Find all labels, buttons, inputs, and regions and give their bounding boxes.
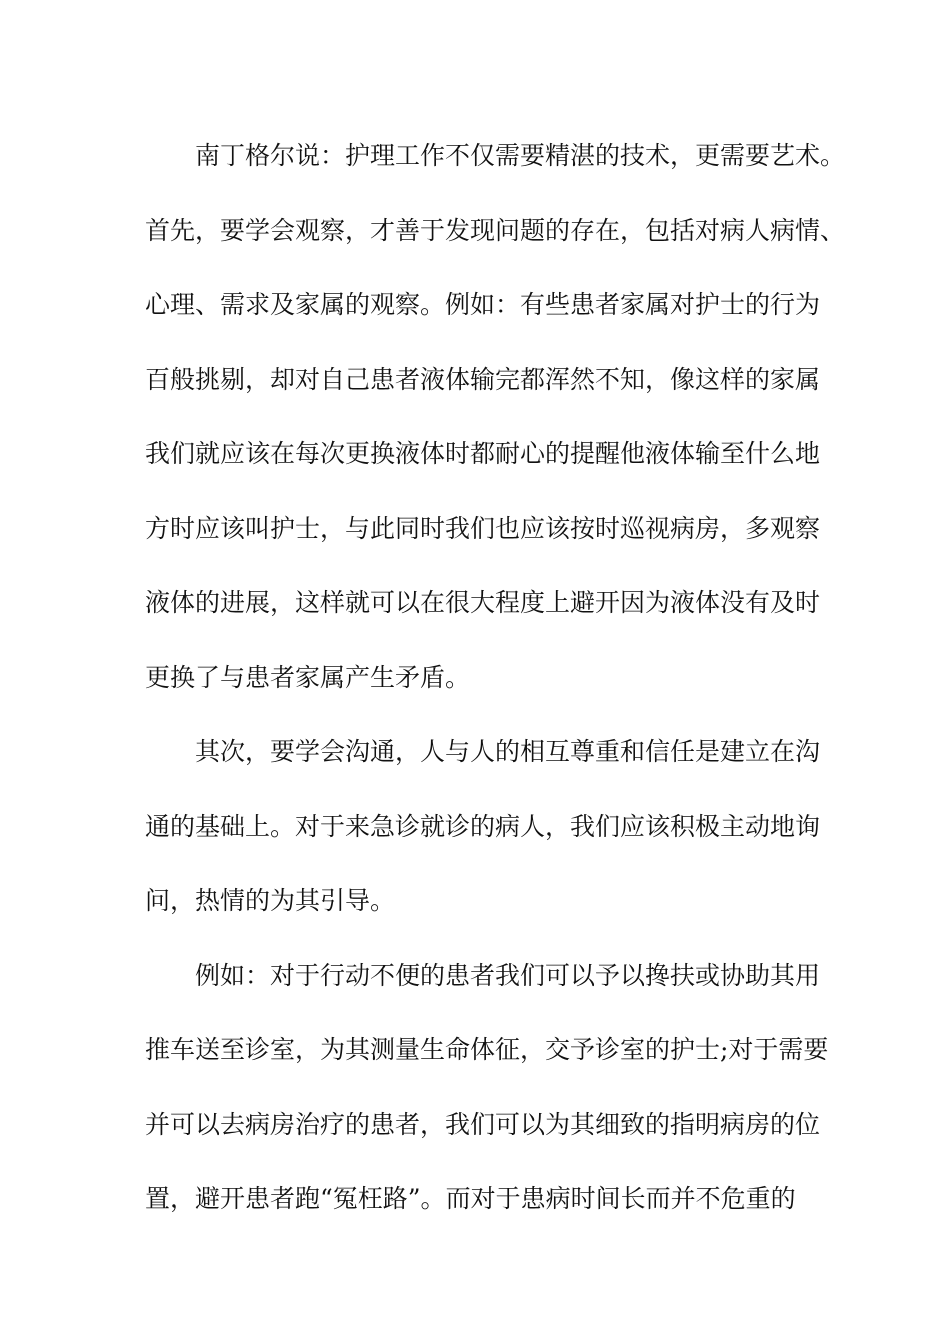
text-line: 置，避开患者跑“冤枉路”。而对于患病时间长而并不危重的 xyxy=(145,1184,796,1213)
text-line: 并可以去病房治疗的患者，我们可以为其细致的指明病房的位 xyxy=(145,1109,821,1139)
text-line: 首先，要学会观察，才善于发现问题的存在，包括对病人病情、 xyxy=(145,215,846,245)
text-line: 液体的进展，这样就可以在很大程度上避开因为液体没有及时 xyxy=(145,588,821,617)
text-line: 方时应该叫护士，与此同时我们也应该按时巡视病房，多观察 xyxy=(145,513,821,543)
text-line: 百般挑剔，却对自己患者液体输完都浑然不知，像这样的家属 xyxy=(145,364,821,394)
text-line: 推车送至诊室，为其测量生命体征，交予诊室的护士;对于需要 xyxy=(145,1035,829,1064)
text-line: 通的基础上。对于来急诊就诊的病人，我们应该积极主动地询 xyxy=(145,811,821,841)
document-body xyxy=(145,119,846,1237)
text-line: 问，热情的为其引导。 xyxy=(145,886,396,915)
text-line: 其次，要学会沟通，人与人的相互尊重和信任是建立在沟 xyxy=(195,737,821,766)
text-line: 更换了与患者家属产生矛盾。 xyxy=(145,662,471,692)
text-line: 心理、需求及家属的观察。例如：有些患者家属对护士的行为 xyxy=(145,290,821,319)
text-line: 南丁格尔说：护理工作不仅需要精湛的技术，更需要艺术。 xyxy=(195,141,846,170)
text-line: 例如：对于行动不便的患者我们可以予以搀扶或协助其用 xyxy=(195,960,821,990)
text-line: 我们就应该在每次更换液体时都耐心的提醒他液体输至什么地 xyxy=(145,439,821,468)
